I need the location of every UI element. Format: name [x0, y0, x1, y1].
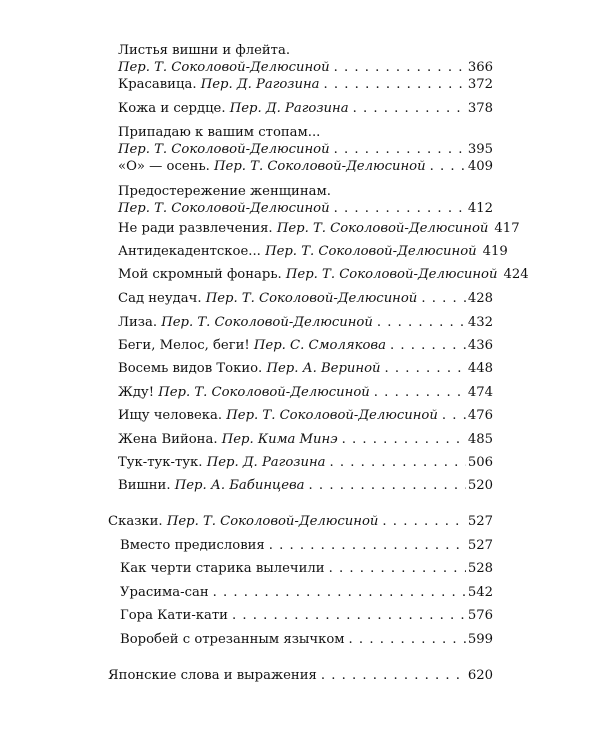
toc-entry [118, 384, 493, 401]
toc-entry-translator: Пер. Т. Соколовой-Делюсиной [118, 201, 330, 216]
toc-entry [118, 42, 493, 76]
leader-dots [329, 560, 466, 577]
toc-entry-page: 528 [467, 561, 493, 576]
leader-dots [390, 337, 466, 354]
toc-entry [118, 100, 493, 117]
leader-dots [213, 584, 466, 601]
toc-entry-page: 395 [467, 142, 493, 157]
toc-entry [118, 124, 493, 158]
toc-entry [118, 477, 493, 494]
toc-entry [118, 76, 493, 93]
toc-entry-page: 474 [467, 385, 493, 400]
toc-entry-title [118, 243, 477, 260]
toc-entry-title [118, 454, 326, 471]
toc-entry-page: 412 [467, 201, 493, 216]
toc-entry-page: 527 [467, 538, 493, 553]
leader-dots [349, 631, 466, 648]
title-text: Тук-тук-тук. [118, 455, 203, 470]
toc-entry-title: Гора Кати-кати [120, 608, 228, 623]
leader-dots [334, 59, 466, 76]
toc-entry-title [118, 290, 417, 307]
toc-entry [118, 407, 493, 424]
toc-entry-title [118, 384, 370, 401]
toc-entry-title: Воробей с отрезанным язычком [120, 632, 345, 647]
toc-entry [118, 183, 493, 217]
leader-dots [342, 431, 466, 448]
leader-dots [334, 141, 466, 158]
leader-dots [232, 607, 466, 624]
toc-entry-title: Как черти старика вылечили [120, 561, 325, 576]
toc-entry-translator: Пер. Т. Соколовой-Делюсиной [158, 385, 370, 400]
toc-entry [118, 431, 493, 448]
toc-entry-title [118, 76, 320, 93]
leader-dots [421, 290, 466, 307]
toc-subentry [120, 537, 493, 554]
toc-entry-page: 419 [482, 244, 508, 259]
toc-entry-page: 485 [467, 432, 493, 447]
toc-entry-page: 428 [467, 291, 493, 306]
toc-entry-page: 576 [467, 608, 493, 623]
leader-dots [442, 407, 466, 424]
toc-entry-translator: Пер. Т. Соколовой-Делюсиной [205, 291, 418, 306]
leader-dots [334, 200, 466, 217]
toc-entry-title: Вместо предисловия [120, 538, 265, 553]
toc-entry-page: 417 [494, 221, 520, 236]
toc-entry-translator: Пер. Т. Соколовой-Делюсиной [118, 142, 330, 157]
title-text: Ищу человека. [118, 408, 223, 423]
toc-entry-translator: Пер. А. Вериной [266, 361, 381, 376]
toc-entry-page: 448 [467, 361, 493, 376]
title-text: Вишни. [118, 478, 171, 493]
toc-subentry [120, 584, 493, 601]
toc-entry-page: 432 [467, 315, 493, 330]
toc-entry-page: 476 [467, 408, 493, 423]
toc-entry-title [118, 100, 349, 117]
title-text: «О» — осень. [118, 159, 210, 174]
toc-section-fairy-tales [108, 513, 493, 530]
toc-entry-title: Листья вишни и флейта. [118, 43, 291, 58]
toc-entry-page: 542 [467, 585, 493, 600]
toc-entry-page: 506 [467, 455, 493, 470]
leader-dots [269, 537, 466, 554]
toc-entry-title [118, 220, 488, 237]
toc-entry-title [118, 337, 386, 354]
toc-entry-title [118, 431, 338, 448]
leader-dots [353, 100, 466, 117]
toc-subentry [120, 560, 493, 577]
leader-dots [385, 360, 466, 377]
title-text: Не ради развлечения. [118, 221, 273, 236]
toc-entry [118, 337, 493, 354]
toc-entry-translator: Пер. Т. Соколовой-Делюсиной [276, 221, 489, 236]
toc-entry-title [118, 314, 373, 331]
toc-entry-page: 436 [467, 338, 493, 353]
title-text: Мой скромный фонарь. [118, 267, 282, 282]
leader-dots [430, 158, 466, 175]
toc-entry-page: 424 [503, 267, 529, 282]
title-text: Жду! [118, 385, 154, 400]
toc-entry-translator: Пер. Т. Соколовой-Делюсиной [265, 244, 477, 259]
toc-entry-page: 378 [467, 101, 493, 116]
title-text: Антидекадентское... [118, 244, 261, 259]
toc-entry-title [118, 266, 497, 283]
toc-entry [118, 158, 493, 175]
title-text: Беги, Мелос, беги! [118, 338, 250, 353]
title-text: Красавица. [118, 77, 197, 92]
toc-entry [118, 266, 529, 283]
leader-dots [330, 454, 466, 471]
toc-entry-translator: Пер. Т. Соколовой-Делюсиной [214, 159, 426, 174]
leader-dots [321, 667, 466, 684]
toc-entry-translator: Пер. Кима Минэ [221, 432, 338, 447]
toc-entry-title: Японские слова и выражения [108, 668, 317, 683]
toc-entry-title: Урасима-сан [120, 585, 209, 600]
leader-dots [309, 477, 466, 494]
toc-entry-translator: Пер. Д. Рагозина [229, 101, 349, 116]
leader-dots [377, 314, 466, 331]
toc-entry [118, 314, 493, 331]
toc-glossary [108, 667, 493, 684]
toc-entry-translator: Пер. Т. Соколовой-Делюсиной [226, 408, 438, 423]
toc-entry-translator: Пер. С. Смолякова [253, 338, 386, 353]
title-text: Сказки. [108, 514, 163, 529]
toc-entry-title [118, 477, 305, 494]
title-text: Восемь видов Токио. [118, 361, 263, 376]
toc-entry-translator: Пер. Т. Соколовой-Делюсиной [118, 60, 330, 75]
toc-entry [118, 360, 493, 377]
toc-subentry [120, 607, 493, 624]
toc-entry-title [108, 513, 378, 530]
toc-entry-page: 372 [467, 77, 493, 92]
leader-dots [324, 76, 466, 93]
toc-entry [118, 220, 520, 237]
toc-subentry [120, 631, 493, 648]
title-text: Кожа и сердце. [118, 101, 226, 116]
toc-entry-title: Предостережение женщинам. [118, 184, 331, 199]
toc-entry [118, 243, 508, 260]
toc-entry-row [118, 59, 493, 76]
toc-entry-translator: Пер. Т. Соколовой-Делюсиной [166, 514, 379, 529]
toc-entry-page: 366 [467, 60, 493, 75]
toc-entry-page: 620 [467, 668, 493, 683]
toc-entry-title [118, 158, 426, 175]
toc-entry-page: 527 [467, 514, 493, 529]
toc-entry-page: 409 [467, 159, 493, 174]
title-text: Жена Вийона. [118, 432, 218, 447]
leader-dots [374, 384, 466, 401]
toc-entry [118, 454, 493, 471]
toc-entry-page: 520 [467, 478, 493, 493]
toc-entry-title [118, 360, 381, 377]
toc-entry-page: 599 [467, 632, 493, 647]
leader-dots [382, 513, 465, 530]
toc-entry-title: Припадаю к вашим стопам... [118, 125, 321, 140]
toc-entry-translator: Пер. Т. Соколовой-Делюсиной [161, 315, 373, 330]
toc-entry-translator: Пер. Д. Рагозина [200, 77, 320, 92]
title-text: Лиза. [118, 315, 158, 330]
title-text: Сад неудач. [118, 291, 202, 306]
toc-entry-title [118, 407, 438, 424]
toc-entry [118, 290, 493, 307]
toc-entry-translator: Пер. Д. Рагозина [206, 455, 326, 470]
toc-entry-translator: Пер. Т. Соколовой-Делюсиной [285, 267, 498, 282]
toc-entry-translator: Пер. А. Бабинцева [174, 478, 305, 493]
